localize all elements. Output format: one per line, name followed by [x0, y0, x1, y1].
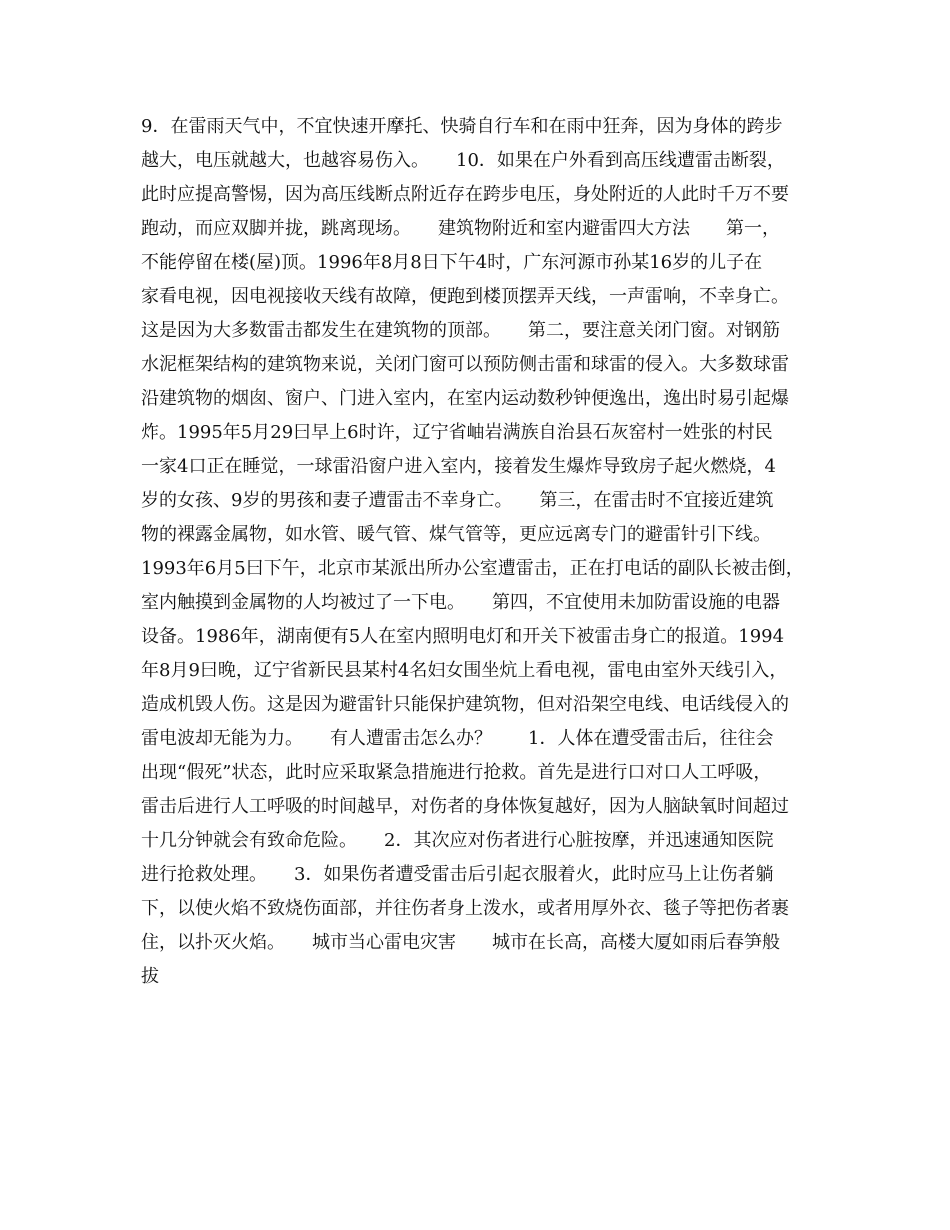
text-line: 物的裸露金属物，如水管、暖气管、煤气管等，更应远离专门的避雷针引下线。	[141, 524, 771, 545]
text-line: 年8月9曰晚，辽宁省新民县某村4名妇女围坐炕上看电视，雷电由室外天线引入，	[141, 660, 788, 681]
text-line: 下，以使火焰不致烧伤面部，并往伤者身上泼水，或者用厚外衣、毯子等把伤者裹	[141, 898, 789, 919]
text-line: 进行抢救处理。 3．如果伤者遭受雷击后引起衣服着火，此时应马上让伤者躺	[141, 864, 774, 885]
text-line: 这是因为大多数雷击都发生在建筑物的顶部。 第二，要注意关闭门窗。对钢筋	[141, 320, 780, 341]
text-line: 9．在雷雨天气中，不宜快速开摩托、快骑自行车和在雨中狂奔，因为身体的跨步	[141, 116, 783, 137]
text-line: 跑动，而应双脚并拢，跳离现场。 建筑物附近和室内避雷四大方法 第一，	[141, 218, 780, 239]
text-line: 不能停留在楼(屋)顶。1996年8月8日下午4时，广东河源市孙某16岁的儿子在	[141, 252, 763, 273]
text-line: 一家4口正在睡觉，一球雷沿窗户进入室内，接着发生爆炸导致房子起火燃烧，4	[141, 456, 776, 477]
text-line: 越大，电压就越大，也越容易伤入。 10．如果在户外看到高压线遭雷击断裂，	[141, 150, 785, 171]
text-line: 此时应提高警惕，因为高压线断点附近存在跨步电压，身处附近的人此时千万不要	[141, 184, 789, 205]
body-text	[141, 110, 831, 994]
text-line: 家看电视，因电视接收天线有故障，便跑到楼顶摆弄天线，一声雷响，不幸身亡。	[141, 286, 789, 307]
text-line: 岁的女孩、9岁的男孩和妻子遭雷击不幸身亡。 第三，在雷击时不宜接近建筑	[141, 490, 774, 511]
text-line: 雷击后进行人工呼吸的时间越早，对伤者的身体恢复越好，因为人脑缺氧时间超过	[141, 796, 789, 817]
text-line: 水泥框架结构的建筑物来说，关闭门窗可以预防侧击雷和球雷的侵入。大多数球雷	[141, 354, 789, 375]
text-line: 住，以扑灭火焰。 城市当心雷电灾害 城市在长高，高楼大厦如雨后春笋般	[141, 932, 780, 953]
text-line: 十几分钟就会有致命危险。 2．其次应对伤者进行心脏按摩，并迅速通知医院	[141, 830, 774, 851]
text-line: 沿建筑物的烟囱、窗户、门进入室内，在室内运动数秒钟便逸出，逸出时易引起爆	[141, 388, 789, 409]
text-line: 炸。1995年5月29曰早上6时许，辽宁省岫岩满族自治县石灰窑村一姓张的村民	[141, 422, 773, 443]
text-line: 雷电波却无能为力。 有人遭雷击怎么办？ 1．人体在遭受雷击后，往往会	[141, 728, 774, 749]
text-line: 设备。1986年，湖南便有5人在室内照明电灯和开关下被雷击身亡的报道。1994	[141, 626, 785, 647]
text-line: 1993年6月5曰下午，北京市某派出所办公室遭雷击，正在打电话的副队长被击倒，	[141, 558, 804, 579]
text-line: 室内触摸到金属物的人均被过了一下电。 第四，不宜使用未加防雷设施的电器	[141, 592, 780, 613]
text-line: 拔	[141, 966, 159, 987]
text-line: 造成机毁人伤。这是因为避雷针只能保护建筑物，但对沿架空电线、电话线侵入的	[141, 694, 789, 715]
text-line: 出现“假死”状态，此时应采取紧急措施进行抢救。首先是进行口对口人工呼吸，	[141, 762, 772, 783]
